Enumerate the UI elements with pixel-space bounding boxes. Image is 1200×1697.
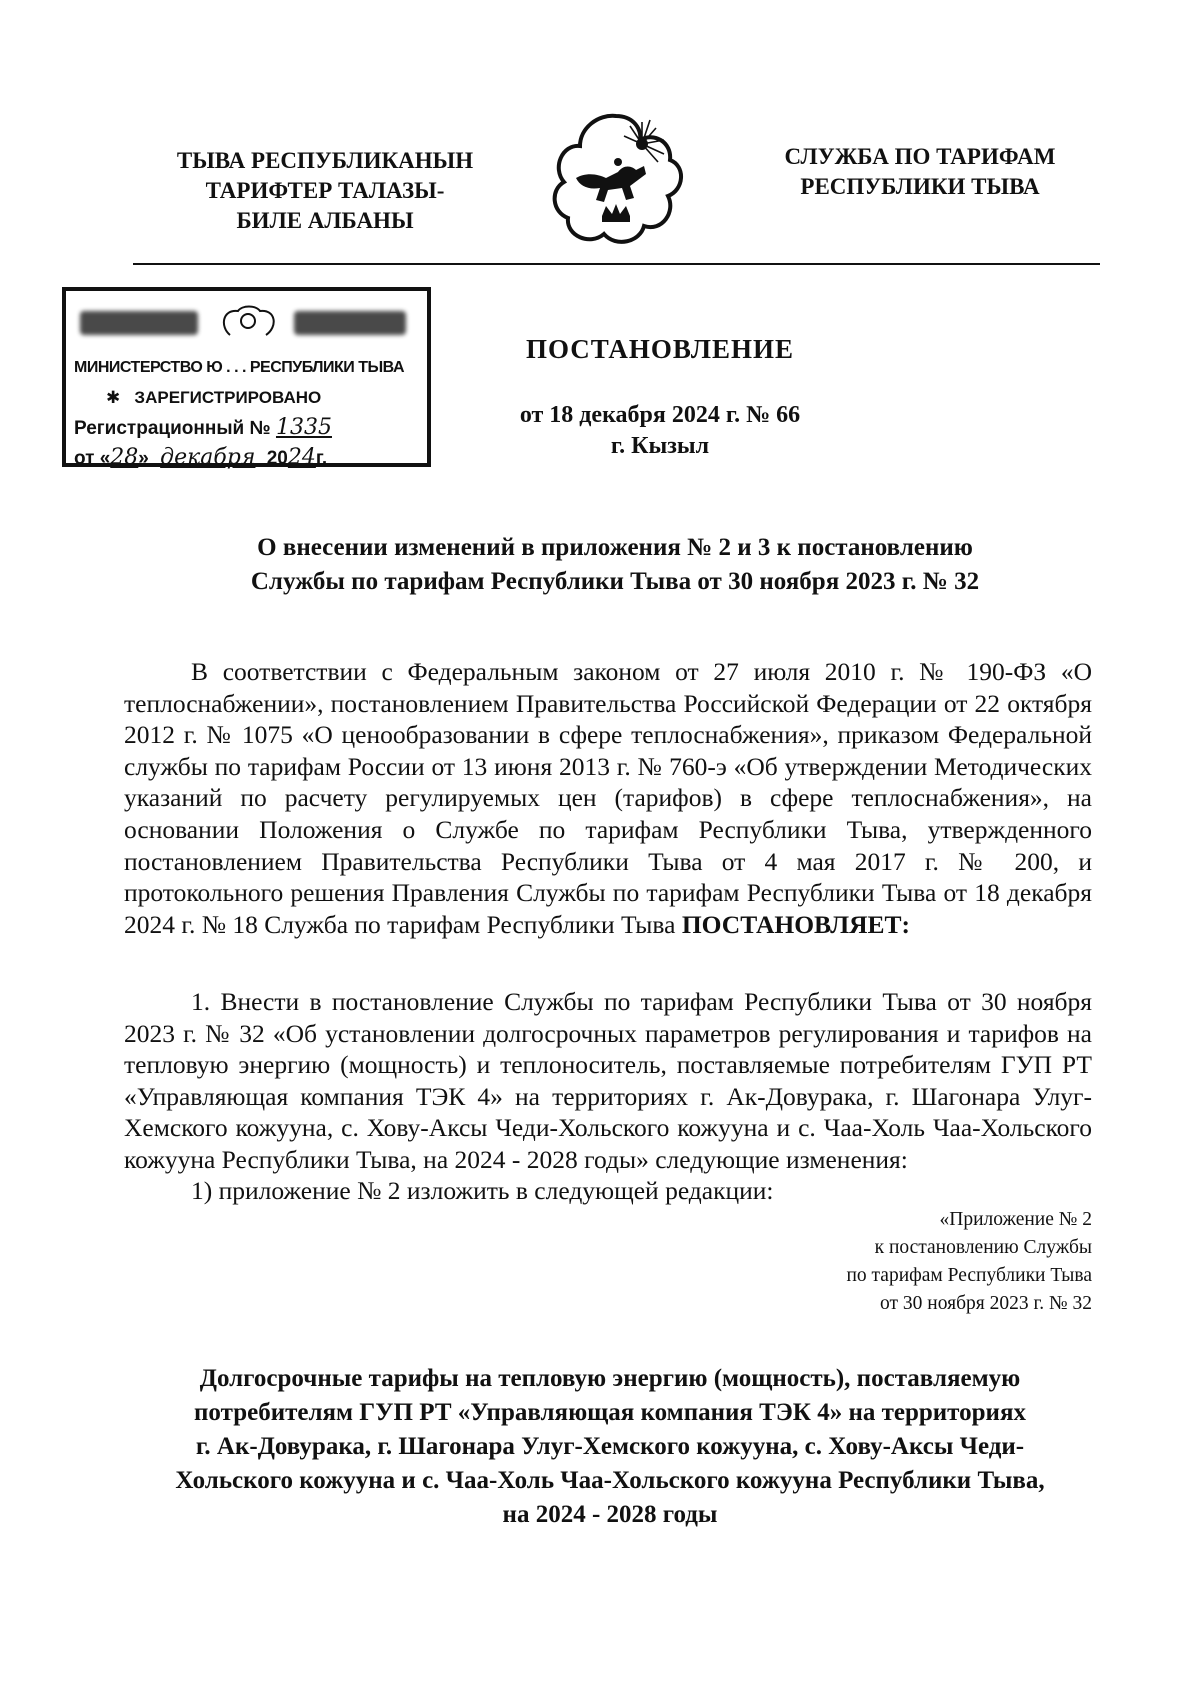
- stamp-date-line: [74, 445, 327, 470]
- resolves-heading: ПОСТАНОВЛЯЕТ:: [681, 909, 910, 939]
- tariff-table-title: [120, 1362, 1100, 1532]
- stamp-date-prefix: от «: [74, 448, 111, 469]
- stamp-emblem-icon: [216, 305, 280, 344]
- appendix-line: от 30 ноября 2023 г. № 32: [880, 1293, 1092, 1314]
- decree-subject-line: Службы по тарифам Республики Тыва от 30 ноября 2023 г. № 32: [250, 568, 980, 595]
- header-left-org-name: [160, 146, 490, 236]
- decree-subject-line: О внесении изменений в приложения № 2 и 3 к постановлению: [257, 534, 973, 561]
- stamp-date-month: декабря: [160, 445, 256, 470]
- stamp-registered-label: ЗАРЕГИСТРИРОВАНО: [134, 388, 322, 407]
- tariff-title-line: на 2024 - 2028 годы: [502, 1501, 718, 1528]
- stamp-ministry-line: МИНИСТЕРСТВО Ю . . . РЕСПУБЛИКИ ТЫВА: [74, 359, 404, 376]
- tariff-title-line: Долгосрочные тарифы на тепловую энергию (мощность), поставляемую: [199, 1365, 1021, 1392]
- tariff-title-line: Хольского кожууна и с. Чаа-Холь Чаа-Хольского кожууна Республики Тыва,: [175, 1467, 1045, 1494]
- stamp-date-suffix: г.: [315, 448, 328, 469]
- stamp-date-mid: »: [138, 448, 149, 469]
- header-right-line: РЕСПУБЛИКИ ТЫВА: [800, 174, 1040, 199]
- appendix-reference: [760, 1206, 1092, 1318]
- stamp-reg-number: 1335: [275, 415, 332, 440]
- stamp-reg-label: Регистрационный №: [74, 418, 271, 439]
- header-right-org-name: [770, 142, 1070, 202]
- decree-city: г. Кызыл: [610, 433, 710, 459]
- tuva-emblem-icon: [546, 108, 686, 248]
- stamp-date-day: 28: [110, 445, 139, 470]
- stamp-blurred-text: [80, 311, 198, 335]
- registration-stamp: [62, 287, 431, 470]
- header-left-line: ТАРИФТЕР ТАЛАЗЫ-: [205, 178, 445, 203]
- stamp-date-year: 24: [287, 445, 316, 470]
- decree-subject: [140, 531, 1090, 599]
- decree-title: ПОСТАНОВЛЕНИЕ: [525, 334, 795, 364]
- header-divider: [133, 263, 1100, 265]
- preamble-paragraph: [124, 656, 1092, 940]
- stamp-blurred-text: [294, 311, 406, 335]
- header-left-line: ТЫВА РЕСПУБЛИКАНЫН: [176, 148, 474, 173]
- tariff-title-line: г. Ак-Довурака, г. Шагонара Улуг-Хемского кожууна, с. Хову-Аксы Чеди-: [195, 1433, 1025, 1460]
- preamble-text: В соответствии с Федеральным законом от 27 июля 2010 г. № 190-ФЗ «О теплоснабжении», постановлением Правительства Российской Федерации от 22 октября 2012 г. № 1075 «О ценообразовании в сфере теплоснабжения», приказом Федеральной службы по тарифам России от 13 июня 2013 г. № 760-э «Об утверждении Методических указаний по расчету регулируемых цен (тарифов) в сфере теплоснабжения», на основании Положения о Службе по тарифам Республики Тыва, утвержденного постановлением Правительства Республики Тыва от 4 мая 2017 г. № 200, и протокольного решения Правления Службы по тарифам Республики Тыва от 18 декабря 2024 г. № 18 Служба по тарифам Республики Тыва: [124, 657, 1092, 939]
- subclause-1-paragraph: 1) приложение № 2 изложить в следующей редакции:: [191, 1176, 774, 1205]
- stamp-reg-number-line: [74, 415, 332, 440]
- tariff-title-line: потребителям ГУП РТ «Управляющая компания ТЭК 4» на территориях: [194, 1399, 1026, 1426]
- appendix-line: «Приложение № 2: [939, 1209, 1092, 1230]
- stamp-registered-line: [106, 388, 321, 408]
- clause-1-paragraph: 1. Внести в постановление Службы по тарифам Республики Тыва от 30 ноября 2023 г. № 32 «Об установлении долгосрочных параметров регулирования и тарифов на тепловую энергию (мощность) и теплоноситель, поставляемые потребителям ГУП РТ «Управляющая компания ТЭК 4» на территориях г. Ак-Довурака, г. Шагонара Улуг-Хемского кожууна, с. Хову-Аксы Чеди-Хольского кожууна и с. Чаа-Холь Чаа-Хольского кожууна Республики Тыва, на 2024 - 2028 годы» следующие изменения:: [124, 987, 1092, 1174]
- decree-date-number: от 18 декабря 2024 г. № 66: [519, 402, 801, 428]
- stamp-date-year-prefix: 20: [266, 448, 288, 469]
- appendix-line: к постановлению Службы: [874, 1237, 1092, 1258]
- appendix-line: по тарифам Республики Тыва: [846, 1265, 1092, 1286]
- header-left-line: БИЛЕ АЛБАНЫ: [236, 208, 414, 233]
- stamp-star-icon: ✱: [106, 388, 135, 407]
- header-right-line: СЛУЖБА ПО ТАРИФАМ: [784, 144, 1056, 169]
